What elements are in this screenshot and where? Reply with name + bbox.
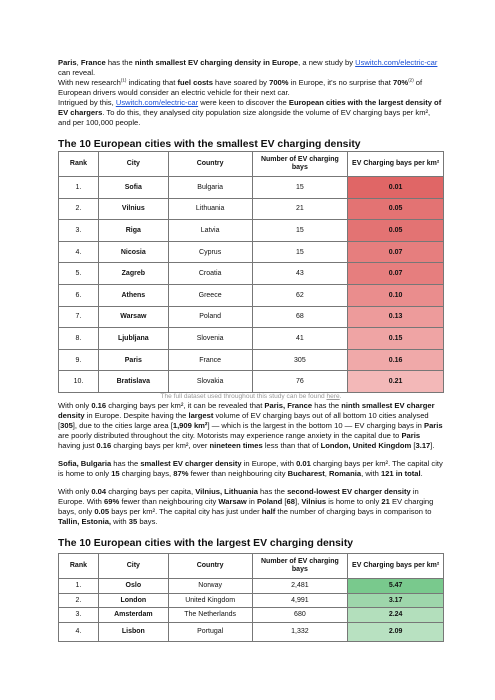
bold-text: ninth smallest EV charging density in Europe — [134, 58, 299, 67]
density-cell: 3.17 — [348, 593, 444, 608]
text: charging bays per capita, — [106, 486, 196, 496]
density-cell: 0.07 — [348, 241, 444, 263]
city-cell: Ljubljana — [98, 328, 168, 350]
text: Intrigued by this, — [58, 98, 116, 107]
bold-text: Paris — [424, 420, 443, 430]
bold-text: 305 — [60, 420, 73, 430]
text: of European drivers would consider an electric vehicle for their next car. — [58, 78, 423, 97]
table-row — [59, 578, 444, 593]
bays-cell: 76 — [252, 371, 348, 393]
city-cell: Warsaw — [98, 306, 168, 328]
bays-cell: 305 — [252, 349, 348, 371]
body-paragraph-sofia — [58, 459, 444, 479]
bold-text: 700% — [269, 78, 289, 87]
bold-text: Sofia, Bulgaria — [58, 458, 112, 468]
text: has the — [105, 58, 135, 67]
uswitch-link[interactable]: Uswitch.com/electric-car — [115, 98, 199, 107]
uswitch-link[interactable]: Uswitch.com/electric-car — [355, 58, 438, 67]
country-cell: Slovakia — [168, 371, 252, 393]
bold-text: half — [261, 506, 276, 516]
text: ] — which is the largest in the bottom 10 — EV charging bays in — [207, 420, 424, 430]
body-paragraph-paris — [58, 401, 444, 451]
text: the number of charging bays in comparison to — [275, 506, 432, 516]
rank-cell: 7. — [59, 306, 99, 328]
bold-text: 0.16 — [96, 440, 112, 450]
density-cell: 0.01 — [348, 177, 444, 199]
density-cell: 0.07 — [348, 263, 444, 285]
country-cell: Lithuania — [168, 198, 252, 220]
bold-text: 0.05 — [94, 506, 110, 516]
text: in Europe. Despite having the — [84, 410, 189, 420]
bold-text: 0.04 — [91, 486, 107, 496]
table-row — [59, 349, 444, 371]
bold-text: France — [80, 58, 106, 67]
bold-text: 21 — [381, 496, 390, 506]
col-header-rank: Rank — [59, 152, 99, 177]
density-cell: 2.24 — [348, 608, 444, 623]
text: is home to only — [326, 496, 382, 506]
dataset-caption — [58, 393, 444, 401]
bays-cell: 4,991 — [252, 593, 348, 608]
rank-cell: 10. — [59, 371, 99, 393]
text: With only — [58, 400, 92, 410]
text: EV charging bays, only — [58, 496, 434, 516]
largest-density-table — [58, 553, 444, 642]
rank-cell: 1. — [59, 177, 99, 199]
text: charging bays, — [119, 468, 174, 478]
bold-text: largest — [188, 410, 214, 420]
text: , a new study by — [298, 58, 356, 67]
bays-cell: 15 — [252, 241, 348, 263]
bold-text: Paris — [58, 58, 77, 67]
bold-text: 15 — [111, 468, 120, 478]
bold-text: Vilnius, Lithuania — [195, 486, 258, 496]
table-row — [59, 328, 444, 350]
bays-cell: 21 — [252, 198, 348, 220]
text: has the — [312, 400, 342, 410]
table-row — [59, 263, 444, 285]
text: has the — [111, 458, 141, 468]
table-row — [59, 608, 444, 623]
col-header-rank: Rank — [59, 553, 99, 578]
density-cell: 0.21 — [348, 371, 444, 393]
bold-text: 87% — [173, 468, 189, 478]
text: The full dataset used throughout this study can be found — [160, 392, 327, 400]
bays-cell: 68 — [252, 306, 348, 328]
document-page — [58, 58, 444, 642]
country-cell: Poland — [168, 306, 252, 328]
city-cell: Amsterdam — [98, 608, 168, 623]
bold-text: Romania — [329, 468, 362, 478]
spacer — [58, 451, 444, 459]
text: fewer than neighbouring city — [188, 468, 288, 478]
bold-text: 70% — [392, 78, 409, 87]
text: [ — [411, 440, 416, 450]
density-cell: 0.10 — [348, 284, 444, 306]
country-cell: Latvia — [168, 220, 252, 242]
city-cell: Paris — [98, 349, 168, 371]
country-cell: Cyprus — [168, 241, 252, 263]
bays-cell: 43 — [252, 263, 348, 285]
density-cell: 0.05 — [348, 198, 444, 220]
text: With new research — [58, 78, 121, 87]
text: in Europe, it's no surprise that — [288, 78, 393, 87]
text: indicating that — [126, 78, 178, 87]
country-cell: Norway — [168, 578, 252, 593]
bold-text: 35 — [128, 516, 138, 526]
table-row — [59, 622, 444, 641]
country-cell: Croatia — [168, 263, 252, 285]
density-cell: 5.47 — [348, 578, 444, 593]
text: have soared by — [212, 78, 270, 87]
bold-text: Paris — [401, 430, 421, 440]
col-header-city: City — [98, 553, 168, 578]
country-cell: Slovenia — [168, 328, 252, 350]
table1-title: The 10 European cities with the smallest EV charging density — [58, 139, 361, 150]
footnote-ref[interactable]: (1) — [120, 77, 127, 83]
col-header-country: Country — [168, 152, 252, 177]
smallest-density-table — [58, 151, 444, 393]
text: having just — [58, 440, 97, 450]
bold-text: 0.01 — [296, 458, 311, 468]
text: . — [420, 468, 423, 478]
rank-cell: 2. — [59, 198, 99, 220]
country-cell: Portugal — [168, 622, 252, 641]
bold-text: Tallin, Estonia, — [58, 516, 112, 526]
col-header-bays: Number of EV charging bays — [252, 553, 348, 578]
country-cell: Bulgaria — [168, 177, 252, 199]
rank-cell: 3. — [59, 220, 99, 242]
text: . To do this, they analysed city population size alongside the volume of EV charging bays per km², and per 100,000 people. — [58, 108, 431, 127]
bold-text: 3.17 — [415, 440, 431, 450]
density-cell: 0.13 — [348, 306, 444, 328]
text: in Europe, with — [241, 458, 297, 468]
bays-cell: 41 — [252, 328, 348, 350]
table-row — [59, 371, 444, 393]
rank-cell: 9. — [59, 349, 99, 371]
text: in — [246, 496, 257, 506]
bold-text: 1,909 km² — [172, 420, 208, 430]
bold-text: Vilnius — [301, 496, 327, 506]
rank-cell: 1. — [59, 578, 99, 593]
city-cell: Lisbon — [98, 622, 168, 641]
text: ], — [295, 496, 302, 506]
body-paragraph-vilnius — [58, 487, 444, 527]
bold-text: London, United Kingdom — [320, 440, 412, 450]
text: ]. — [430, 440, 435, 450]
bold-text: Paris, France — [264, 400, 313, 410]
text: , with — [361, 468, 381, 478]
intro-paragraph-1: Paris, France has the ninth smallest EV charging density in Europe, a new study by Uswitch.com/electric-car can reveal. — [58, 58, 438, 77]
rank-cell: 8. — [59, 328, 99, 350]
city-cell: London — [98, 593, 168, 608]
bold-text: European cities with the largest density of EV chargers — [58, 98, 442, 117]
city-cell: Sofia — [98, 177, 168, 199]
density-cell: 0.05 — [348, 220, 444, 242]
col-header-density: EV Charging bays per km² — [348, 152, 444, 177]
city-cell: Oslo — [98, 578, 168, 593]
table-row — [59, 306, 444, 328]
bays-cell: 1,332 — [252, 622, 348, 641]
table-row — [59, 284, 444, 306]
bays-cell: 62 — [252, 284, 348, 306]
city-cell: Nicosia — [98, 241, 168, 263]
text: bays per km². The capital city has just under — [109, 506, 262, 516]
country-cell: France — [168, 349, 252, 371]
city-cell: Athens — [98, 284, 168, 306]
country-cell: The Netherlands — [168, 608, 252, 623]
bold-text: Warsaw — [218, 496, 247, 506]
country-cell: United Kingdom — [168, 593, 252, 608]
text: [ — [282, 496, 287, 506]
text: are poorly distributed throughout the city. Motorists may experience range anxiety in the capital due to — [58, 430, 402, 440]
text: ], due to the cities large area [ — [72, 420, 173, 430]
table2-title: The 10 European cities with the largest EV charging density — [58, 537, 354, 549]
rank-cell: 2. — [59, 593, 99, 608]
bold-text: 69% — [104, 496, 120, 506]
text: were keen to discover the — [198, 98, 289, 107]
footnote-ref[interactable]: (2) — [408, 77, 414, 83]
text: charging bays per km². The capital city is home to only — [58, 458, 443, 478]
density-cell: 2.09 — [348, 622, 444, 641]
spacer — [58, 479, 444, 487]
text: volume of EV charging bays out of all bottom 10 cities analysed [ — [58, 410, 429, 430]
bays-cell: 15 — [252, 177, 348, 199]
density-cell: 0.16 — [348, 349, 444, 371]
bold-text: 68 — [286, 496, 295, 506]
text: With only — [58, 486, 92, 496]
bays-cell: 680 — [252, 608, 348, 623]
text: has the — [257, 486, 288, 496]
text: fewer than neighbouring city — [119, 496, 219, 506]
table-row — [59, 198, 444, 220]
bays-cell: 2,481 — [252, 578, 348, 593]
bold-text: second-lowest EV charger density — [287, 486, 411, 496]
bold-text: Bucharest — [287, 468, 325, 478]
country-cell: Greece — [168, 284, 252, 306]
bold-text: nineteen times — [209, 440, 263, 450]
intro-paragraph-3 — [58, 98, 444, 128]
col-header-city: City — [98, 152, 168, 177]
col-header-bays: Number of EV charging bays — [252, 152, 348, 177]
text: bays. — [137, 516, 158, 526]
rank-cell: 4. — [59, 622, 99, 641]
city-cell: Riga — [98, 220, 168, 242]
text: can reveal. — [58, 68, 96, 77]
city-cell: Bratislava — [98, 371, 168, 393]
table-row — [59, 177, 444, 199]
dataset-link[interactable]: here — [326, 392, 340, 400]
text: less than that of — [262, 440, 321, 450]
rank-cell: 5. — [59, 263, 99, 285]
intro-paragraph-2 — [58, 78, 444, 98]
bold-text: Poland — [256, 496, 283, 506]
text: . — [339, 392, 342, 400]
rank-cell: 6. — [59, 284, 99, 306]
table-row — [59, 241, 444, 263]
text: with — [111, 516, 129, 526]
table-row — [59, 593, 444, 608]
bays-cell: 15 — [252, 220, 348, 242]
col-header-density: EV Charging bays per km² — [348, 553, 444, 578]
text: in Europe. With — [58, 486, 419, 506]
bold-text: 0.16 — [91, 400, 107, 410]
bold-text: 121 in total — [380, 468, 421, 478]
density-cell: 0.15 — [348, 328, 444, 350]
city-cell: Vilnius — [98, 198, 168, 220]
text: charging bays per km², it can be revealed that — [106, 400, 265, 410]
rank-cell: 3. — [59, 608, 99, 623]
bold-text: ninth smallest EV charger density — [58, 400, 435, 420]
rank-cell: 4. — [59, 241, 99, 263]
col-header-country: Country — [168, 553, 252, 578]
city-cell: Zagreb — [98, 263, 168, 285]
text: , — [324, 468, 330, 478]
text: charging bays per km², over — [111, 440, 210, 450]
bold-text: fuel costs — [177, 78, 213, 87]
table-row — [59, 220, 444, 242]
bold-text: smallest EV charger density — [140, 458, 242, 468]
